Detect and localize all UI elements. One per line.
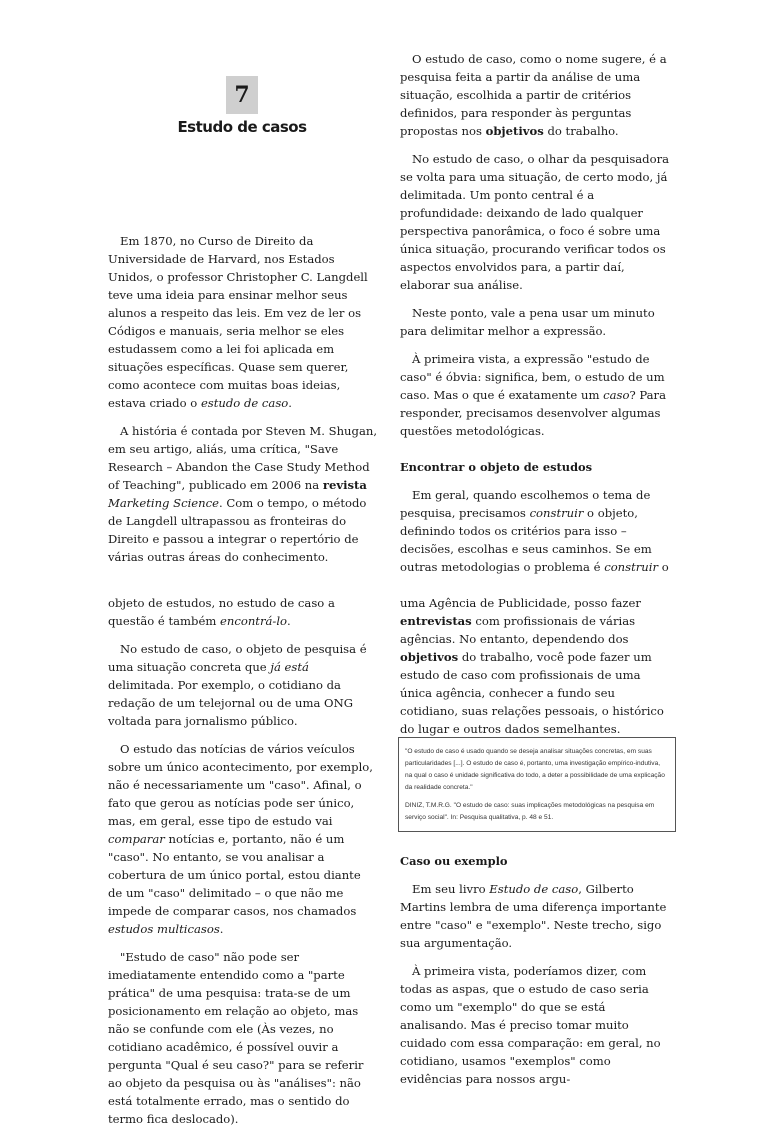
bottom-left-column	[108, 594, 378, 1128]
text: .	[287, 614, 291, 628]
paragraph	[108, 232, 378, 412]
text: do trabalho.	[543, 124, 619, 138]
text: o	[658, 560, 669, 574]
paragraph: "Estudo de caso" não pode ser imediatamente entendido como a "parte prática" de uma pesquisa: trata-se de um posicionamento em relação ao objeto, mas não se confunde com ele (Às vezes, no cotidiano acadêmico, é possível ouvir a pergunta "Qual é seu caso?" para se referir ao objeto da pesquisa ou às "análises": não está totalmente errado, mas o sentido do termo fica deslocado).	[108, 950, 364, 1126]
paragraph	[108, 740, 378, 938]
text: do trabalho, você pode fazer um estudo de caso com profissionais de uma única agência, conhecer a fundo seu cotidiano, suas relações pessoais, o histórico do lugar e outros dados semelhantes.	[400, 650, 664, 736]
text-bold: revista	[322, 478, 367, 492]
paragraph: No estudo de caso, o olhar da pesquisadora se volta para uma situação, de certo modo, já delimitada. Um ponto central é a profundidade: deixando de lado qualquer perspectiva panorâmica, o foco é sobre uma única situação, procurando verificar todos os aspectos envolvidos para, a partir daí, elaborar sua análise.	[400, 152, 670, 292]
text-bold: entrevistas	[400, 614, 472, 628]
text: , Gilberto Martins lembra de uma diferença importante entre "caso" e "exemplo". Neste trecho, sigo sua argumentação.	[400, 882, 667, 950]
quote-text: "O estudo de caso é usado quando se deseja analisar situações concretas, em suas particularidades [...]. O estudo de caso é, portanto, uma investigação empírico-indutiva, na qual o caso é unidade significativa do todo, a deter a possibilidade de uma explicação da realidade concreta."	[405, 748, 665, 791]
section-heading: Encontrar o objeto de estudos	[400, 460, 593, 474]
text: delimitada. Por exemplo, o cotidiano da redação de um telejornal ou de uma ONG voltada para jornalismo público.	[108, 678, 353, 728]
text: O estudo de caso, como o nome sugere, é a pesquisa feita a partir da análise de uma situação, escolhida a partir de critérios definidos, para responder às perguntas propostas nos	[400, 52, 667, 138]
text-italic: construir	[529, 506, 584, 520]
chapter-title: Estudo de casos	[177, 118, 307, 136]
chapter-number: 7	[226, 76, 258, 114]
text: o objeto, definindo todos os critérios para isso – decisões, escolhas e seus caminhos. Se em outras metodologias o problema é	[400, 506, 652, 574]
text-italic: estudo de caso	[200, 396, 289, 410]
text-italic: já está	[270, 660, 309, 674]
bottom-right-column-bottom	[400, 852, 670, 1088]
text: com profissionais de várias agências. No entanto, dependendo dos	[400, 614, 636, 646]
top-right-column	[400, 50, 670, 576]
text: notícias e, portanto, não é um "caso". No entanto, se vou analisar a cobertura de um único portal, estou diante de um "caso" delimitado – o que não me impede de comparar casos, nos chamados	[108, 832, 361, 918]
bottom-right-column-top	[400, 594, 670, 738]
text: Em seu livro	[412, 882, 490, 896]
citation-box	[398, 737, 676, 832]
text: Em 1870, no Curso de Direito da Universidade de Harvard, nos Estados Unidos, o professor Christopher C. Langdell teve uma ideia para ensinar melhor seus alunos a respeito das leis. Em vez de ler os Códigos e manuais, seria melhor se eles estudassem como a lei foi aplicada em situações específicas. Quase sem querer, como acontece com muitas boas ideias, estava criado o	[108, 234, 368, 410]
text-italic: construir	[604, 560, 659, 574]
text: uma Agência de Publicidade, posso fazer	[400, 596, 641, 610]
paragraph: À primeira vista, poderíamos dizer, com todas as aspas, que o estudo de caso seria como um "exemplo" do que se está analisando. Mas é preciso tomar muito cuidado com essa comparação: em geral, no cotidiano, usamos "exemplos" como evidências para nossos argu-	[400, 964, 661, 1086]
text-italic: comparar	[108, 832, 165, 846]
paragraph	[400, 880, 670, 952]
text-bold: objetivos	[400, 650, 459, 664]
text: .	[288, 396, 292, 410]
paragraph	[108, 640, 378, 730]
text-italic: Estudo de caso	[489, 882, 579, 896]
paragraph: Neste ponto, vale a pena usar um minuto para delimitar melhor a expressão.	[400, 306, 655, 338]
text: objeto de estudos, no estudo de caso a questão é também	[108, 596, 335, 628]
text-italic: Marketing Science	[108, 496, 219, 510]
text: .	[219, 922, 224, 936]
paragraph	[400, 50, 670, 140]
text: ? Para responder, precisamos desenvolver algumas questões metodológicas.	[400, 388, 667, 438]
section-heading: Caso ou exemplo	[400, 854, 508, 868]
text: A história é contada por Steven M. Shugan, em seu artigo, aliás, uma crítica, "Save Research – Abandon the Case Study Method of Teaching", publicado em 2006 na	[108, 424, 378, 492]
paragraph	[108, 594, 378, 630]
text-italic: estudos multicasos	[108, 922, 220, 936]
text: À primeira vista, a expressão "estudo de caso" é óbvia: significa, bem, o estudo de um caso. Mas o que é exatamente um	[400, 352, 665, 402]
text-bold: objetivos	[485, 124, 544, 138]
text: O estudo das notícias de vários veículos sobre um único acontecimento, por exemplo, não é necessariamente um "caso". Afinal, o fato que gerou as notícias pode ser único, mas, em geral, esse tipo de estudo vai	[108, 742, 373, 828]
text: No estudo de caso, o objeto de pesquisa é uma situação concreta que	[108, 642, 367, 674]
paragraph	[400, 594, 670, 738]
text: Em geral, quando escolhemos o tema de pesquisa, precisamos	[400, 488, 651, 520]
text: . Com o tempo, o método de Langdell ultrapassou as fronteiras do Direito e passou a integrar o repertório de várias outras áreas do conhecimento.	[108, 496, 367, 564]
text-italic: encontrá-lo	[220, 614, 288, 628]
page-bottom	[0, 512, 768, 1126]
text-italic: caso	[603, 388, 630, 402]
quote-source: DINIZ, T.M.R.G. "O estudo de caso: suas implicações metodológicas na pesquisa em serviço social". In: Pesquisa qualitativa, p. 48 e 51.	[405, 802, 655, 821]
paragraph	[400, 350, 670, 440]
